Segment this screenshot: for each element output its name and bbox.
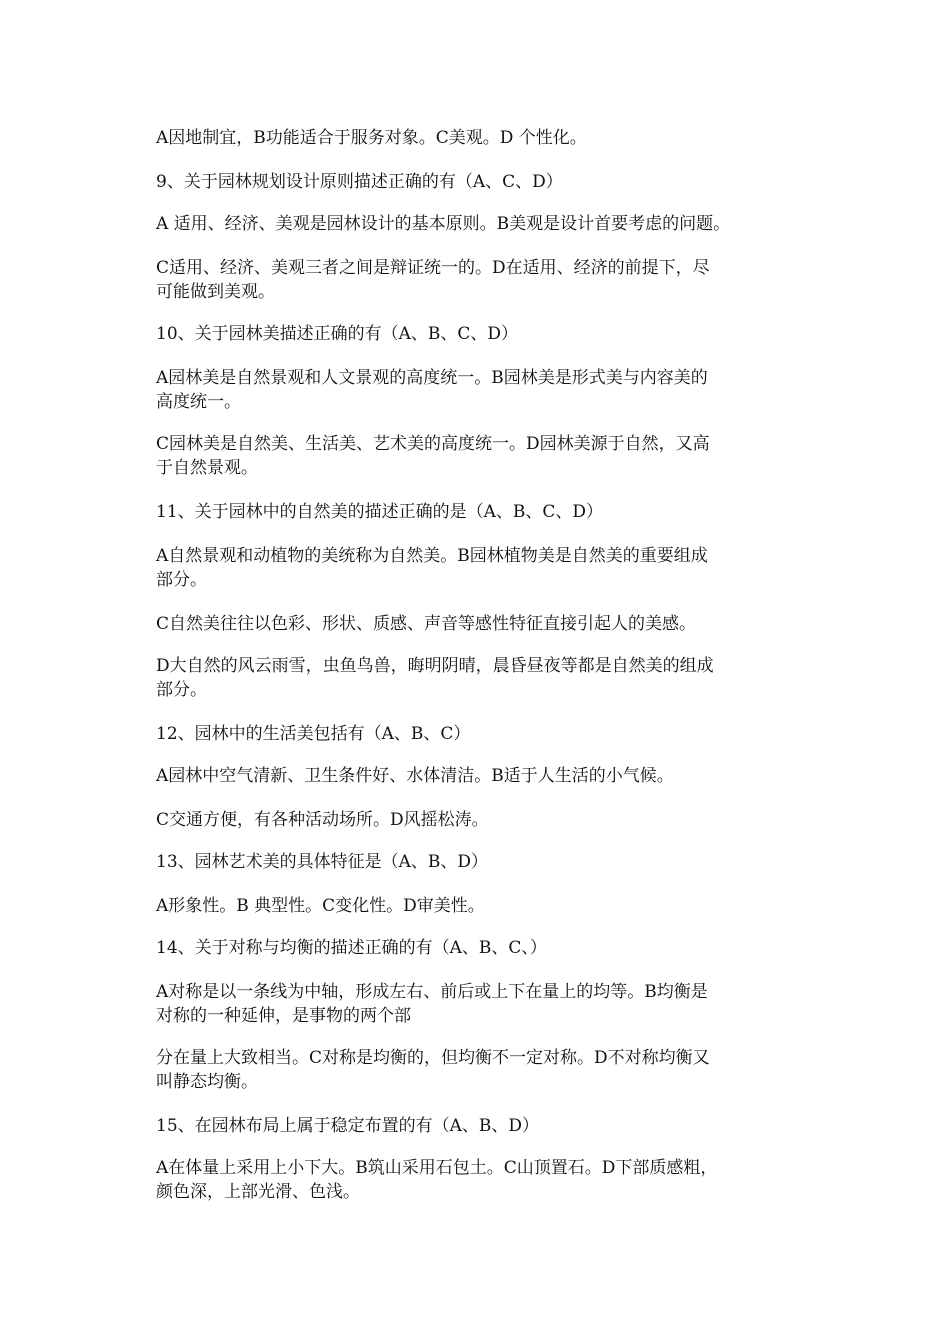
option-line-8: A因地制宜，B功能适合于服务对象。C美观。D 个性化。	[156, 128, 587, 148]
question-12: 12、园林中的生活美包括有（A、B、C）	[156, 724, 471, 744]
question-10: 10、关于园林美描述正确的有（A、B、C、D）	[156, 324, 519, 344]
options-11-ab: A自然景观和动植物的美统称为自然美。B园林植物美是自然美的重要组成 部分。	[156, 546, 708, 590]
options-14-cd: 分在量上大致相当。C对称是均衡的，但均衡不一定对称。D不对称均衡又 叫静态均衡。	[156, 1048, 710, 1092]
options-12-cd: C交通方便，有各种活动场所。D风摇松涛。	[156, 810, 489, 830]
options-14-ab: A对称是以一条线为中轴，形成左右、前后或上下在量上的均等。B均衡是 对称的一种延伸，是事物的两个部	[156, 982, 708, 1026]
options-11-d: D大自然的风云雨雪，虫鱼鸟兽，晦明阴晴，晨昏昼夜等都是自然美的组成 部分。	[156, 656, 714, 700]
question-9: 9、关于园林规划设计原则描述正确的有（A、C、D）	[156, 172, 563, 192]
options-11-c: C自然美往往以色彩、形状、质感、声音等感性特征直接引起人的美感。	[156, 614, 697, 634]
question-15: 15、在园林布局上属于稳定布置的有（A、B、D）	[156, 1116, 540, 1136]
options-9-cd: C适用、经济、美观三者之间是辩证统一的。D在适用、经济的前提下，尽 可能做到美观。	[156, 258, 710, 302]
question-11: 11、关于园林中的自然美的描述正确的是（A、B、C、D）	[156, 502, 604, 522]
options-13: A形象性。B 典型性。C变化性。D审美性。	[156, 896, 485, 916]
question-14: 14、关于对称与均衡的描述正确的有（A、B、C、）	[156, 938, 547, 958]
options-9-ab: A 适用、经济、美观是园林设计的基本原则。B美观是设计首要考虑的问题。	[156, 214, 731, 234]
options-12-ab: A园林中空气清新、卫生条件好、水体清洁。B适于人生活的小气候。	[156, 766, 674, 786]
question-13: 13、园林艺术美的具体特征是（A、B、D）	[156, 852, 489, 872]
options-10-cd: C园林美是自然美、生活美、艺术美的高度统一。D园林美源于自然，又高 于自然景观。	[156, 434, 710, 478]
options-15: A在体量上采用上小下大。B筑山采用石包土。C山顶置石。D下部质感粗， 颜色深，上部光滑、色浅。	[156, 1158, 718, 1202]
options-10-ab: A园林美是自然景观和人文景观的高度统一。B园林美是形式美与内容美的 高度统一。	[156, 368, 708, 412]
